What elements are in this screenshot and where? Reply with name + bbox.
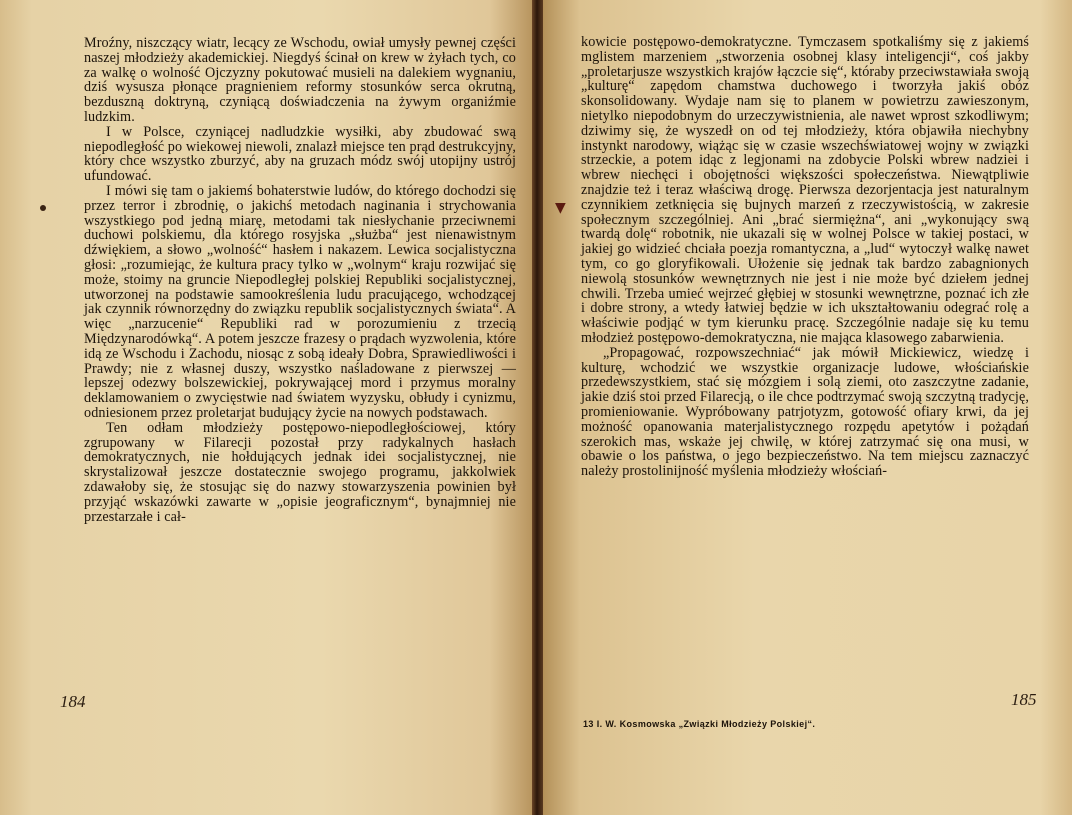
left-paragraph-1: Mroźny, niszczący wiatr, lecący ze Wschodu, owiał umysły pewnej części naszej młodzieży akademickiej. Niegdyś ścinał on krew w żyłach tych, co za walkę o wolność Ojczyzny pokutować musieli na dalekiem wygnaniu, dziś wysusza płonące pragnieniem reformy stosunków serca okrutną, bezduszną doktryną, czyniącą doświadczenia na żywym organiźmie ludzkim. xyxy=(84,35,516,125)
right-page-text xyxy=(581,35,1029,479)
right-paragraph-1: kowicie postępowo-demokratyczne. Tymczasem spotkaliśmy się z jakiemś mglistem marzeniem „stworzenia osobnej klasy inteligencji“, coś jakby „proletarjusze wszystkich krajów łączcie się“, któraby przeciwstawiała swoją „kulturę“ zapędom chamstwa duchowego i tworzyła jakiś obóz skonsolidowany. Wydaje nam się to planem w powietrzu zawieszonym, nietylko niepodobnym do urzeczywistnienia, ale nawet wprost szkodliwym; dziwimy się, że wyszedł on od tej młodzieży, która objawiła niechybny instynkt narodowy, wiążąc się w czasie wszechświatowej wojny w związki strzeckie, a potem idąc z legjonami na zdobycie Polski wbrew nadziei i wbrew niechęci i obojętności większości społeczeństwa. Niewątpliwie znajdzie też i teraz właściwą drogę. Pierwsza dezorjentacja jest naturalnym czynnikiem zetknięcia się bujnych marzeń z rzeczywistością, w zakresie społecznym szczególniej. Ani „brać siermiężna“, ani „wykonujący swą twardą dolę“ robotnik, nie ukazali się w wolnej Polsce w takiej postaci, w jakiej go widzieć chciała poezja romantyczna, a „lud“ wytoczył walkę nawet tym, co go gloryfikowali. Ułożenie się jednak tak bardzo zabagnionych niewolą stosunków wewnętrznych nie jest i nie może być dziełem jednej chwili. Trzeba umieć wejrzeć głębiej w stosunki wewnętrzne, poznać ich złe i dobre strony, a wtedy łatwiej będzie w ich ukształtowaniu odegrać rolę a właściwie podjąć w tym kierunku pracę. Szczególnie nadaje się ku temu młodzież postępowo-demokratyczna, nie mająca klasowego zabarwienia. xyxy=(581,34,1029,346)
left-paragraph-4: Ten odłam młodzieży postępowo-niepodległościowej, który zgrupowany w Filarecji pozostał przy radykalnych hasłach demokratycznych, nie hołdujących jednak idei socjalistycznej, nie skrystalizował jeszcze dostatecznie swojego programu, jakkolwiek zdawałoby się, że stosując się do nazwy stowarzyszenia powinien był przyjąć wskazówki zawarte w „opisie jeograficznym“, bynajmniej nie przestarzałe i cał- xyxy=(84,419,516,525)
margin-arrow-mark: ▼ xyxy=(555,200,566,216)
right-page xyxy=(543,0,1072,815)
left-page-text xyxy=(84,36,516,524)
right-paragraph-2: „Propagować, rozpowszechniać“ jak mówił Mickiewicz, wiedzę i kulturę, wchodzić we wszystkie organizacje ludowe, włościańskie przedewszystkiem, stać się mózgiem i solą ziemi, oto zaszczytne zadanie, jakie dziś stoi przed Filarecją, o ile chce podtrzymać swoją szczytną tradycję, promieniowanie. Wypróbowany patrjotyzm, gotowość ofiary krwi, da jej możność opanowania materjalistycznego rozpędu apetytów i pożądań szerokich mas, wskaże jej chwilę, w której zatrzymać się ona musi, w obawie o los państwa, o jego bezpieczeństwo. Na tem miejscu zaznaczyć należy prostolinijność myślenia młodzieży włościań- xyxy=(581,344,1029,480)
book-gutter xyxy=(532,0,543,815)
page-number-right: 185 xyxy=(1011,690,1037,709)
margin-dot-mark xyxy=(40,205,46,211)
left-paragraph-3: I mówi się tam o jakiemś bohaterstwie ludów, do którego dochodzi się przez terror i zbrodnię, o jakichś metodach naginania i strychowania wszystkiego pod jedną miarę, metodami tak niesłychanie przeciwnemi duchowi polskiemu, dla którego rosyjska „służba“ jest nienawistnym dźwiękiem, a słowo „wolność“ hasłem i nakazem. Lewica socjalistyczna głosi: „rozumiejąc, że kultura pracy tylko w „wolnym“ kraju rozwijać się może, stoimy na gruncie Niepodległej polskiej Republiki socjalistycznej, utworzonej na podstawie samookreślenia ludu pracującego, wchodzącej jak czynnik równorzędny do związku republik socjalistycznych świata“. A więc „narzucenie“ Republiki rad w porozumieniu z trzecią Międzynarodówką“. A potem jeszcze frazesy o prądach wyzwolenia, które idą ze Wschodu i Zachodu, niosąc z sobą ideały Dobra, Sprawiedliwości i Prawdy; nie z własnej duszy, wszystko naśladowane z pierwszej — lepszej odezwy bolszewickiej, pokrywającej mord i przymus moralny deklamowaniem o zwycięstwie nad światem wyzysku, obłudy i cynizmu, odniesionem przez proletarjat budujący życie na nowych podstawach. xyxy=(84,182,516,421)
left-page xyxy=(0,0,532,815)
left-paragraph-2: I w Polsce, czyniącej nadludzkie wysiłki, aby zbudować swą niepodległość po wiekowej niewoli, znalazł miejsce ten prąd destrukcyjny, który chce wszystko zburzyć, aby na gruzach módz swój utopijny ustrój ufundować. xyxy=(84,123,516,185)
footnote: 13 I. W. Kosmowska „Związki Młodzieży Polskiej“. xyxy=(583,719,816,729)
page-number-left: 184 xyxy=(60,692,86,711)
